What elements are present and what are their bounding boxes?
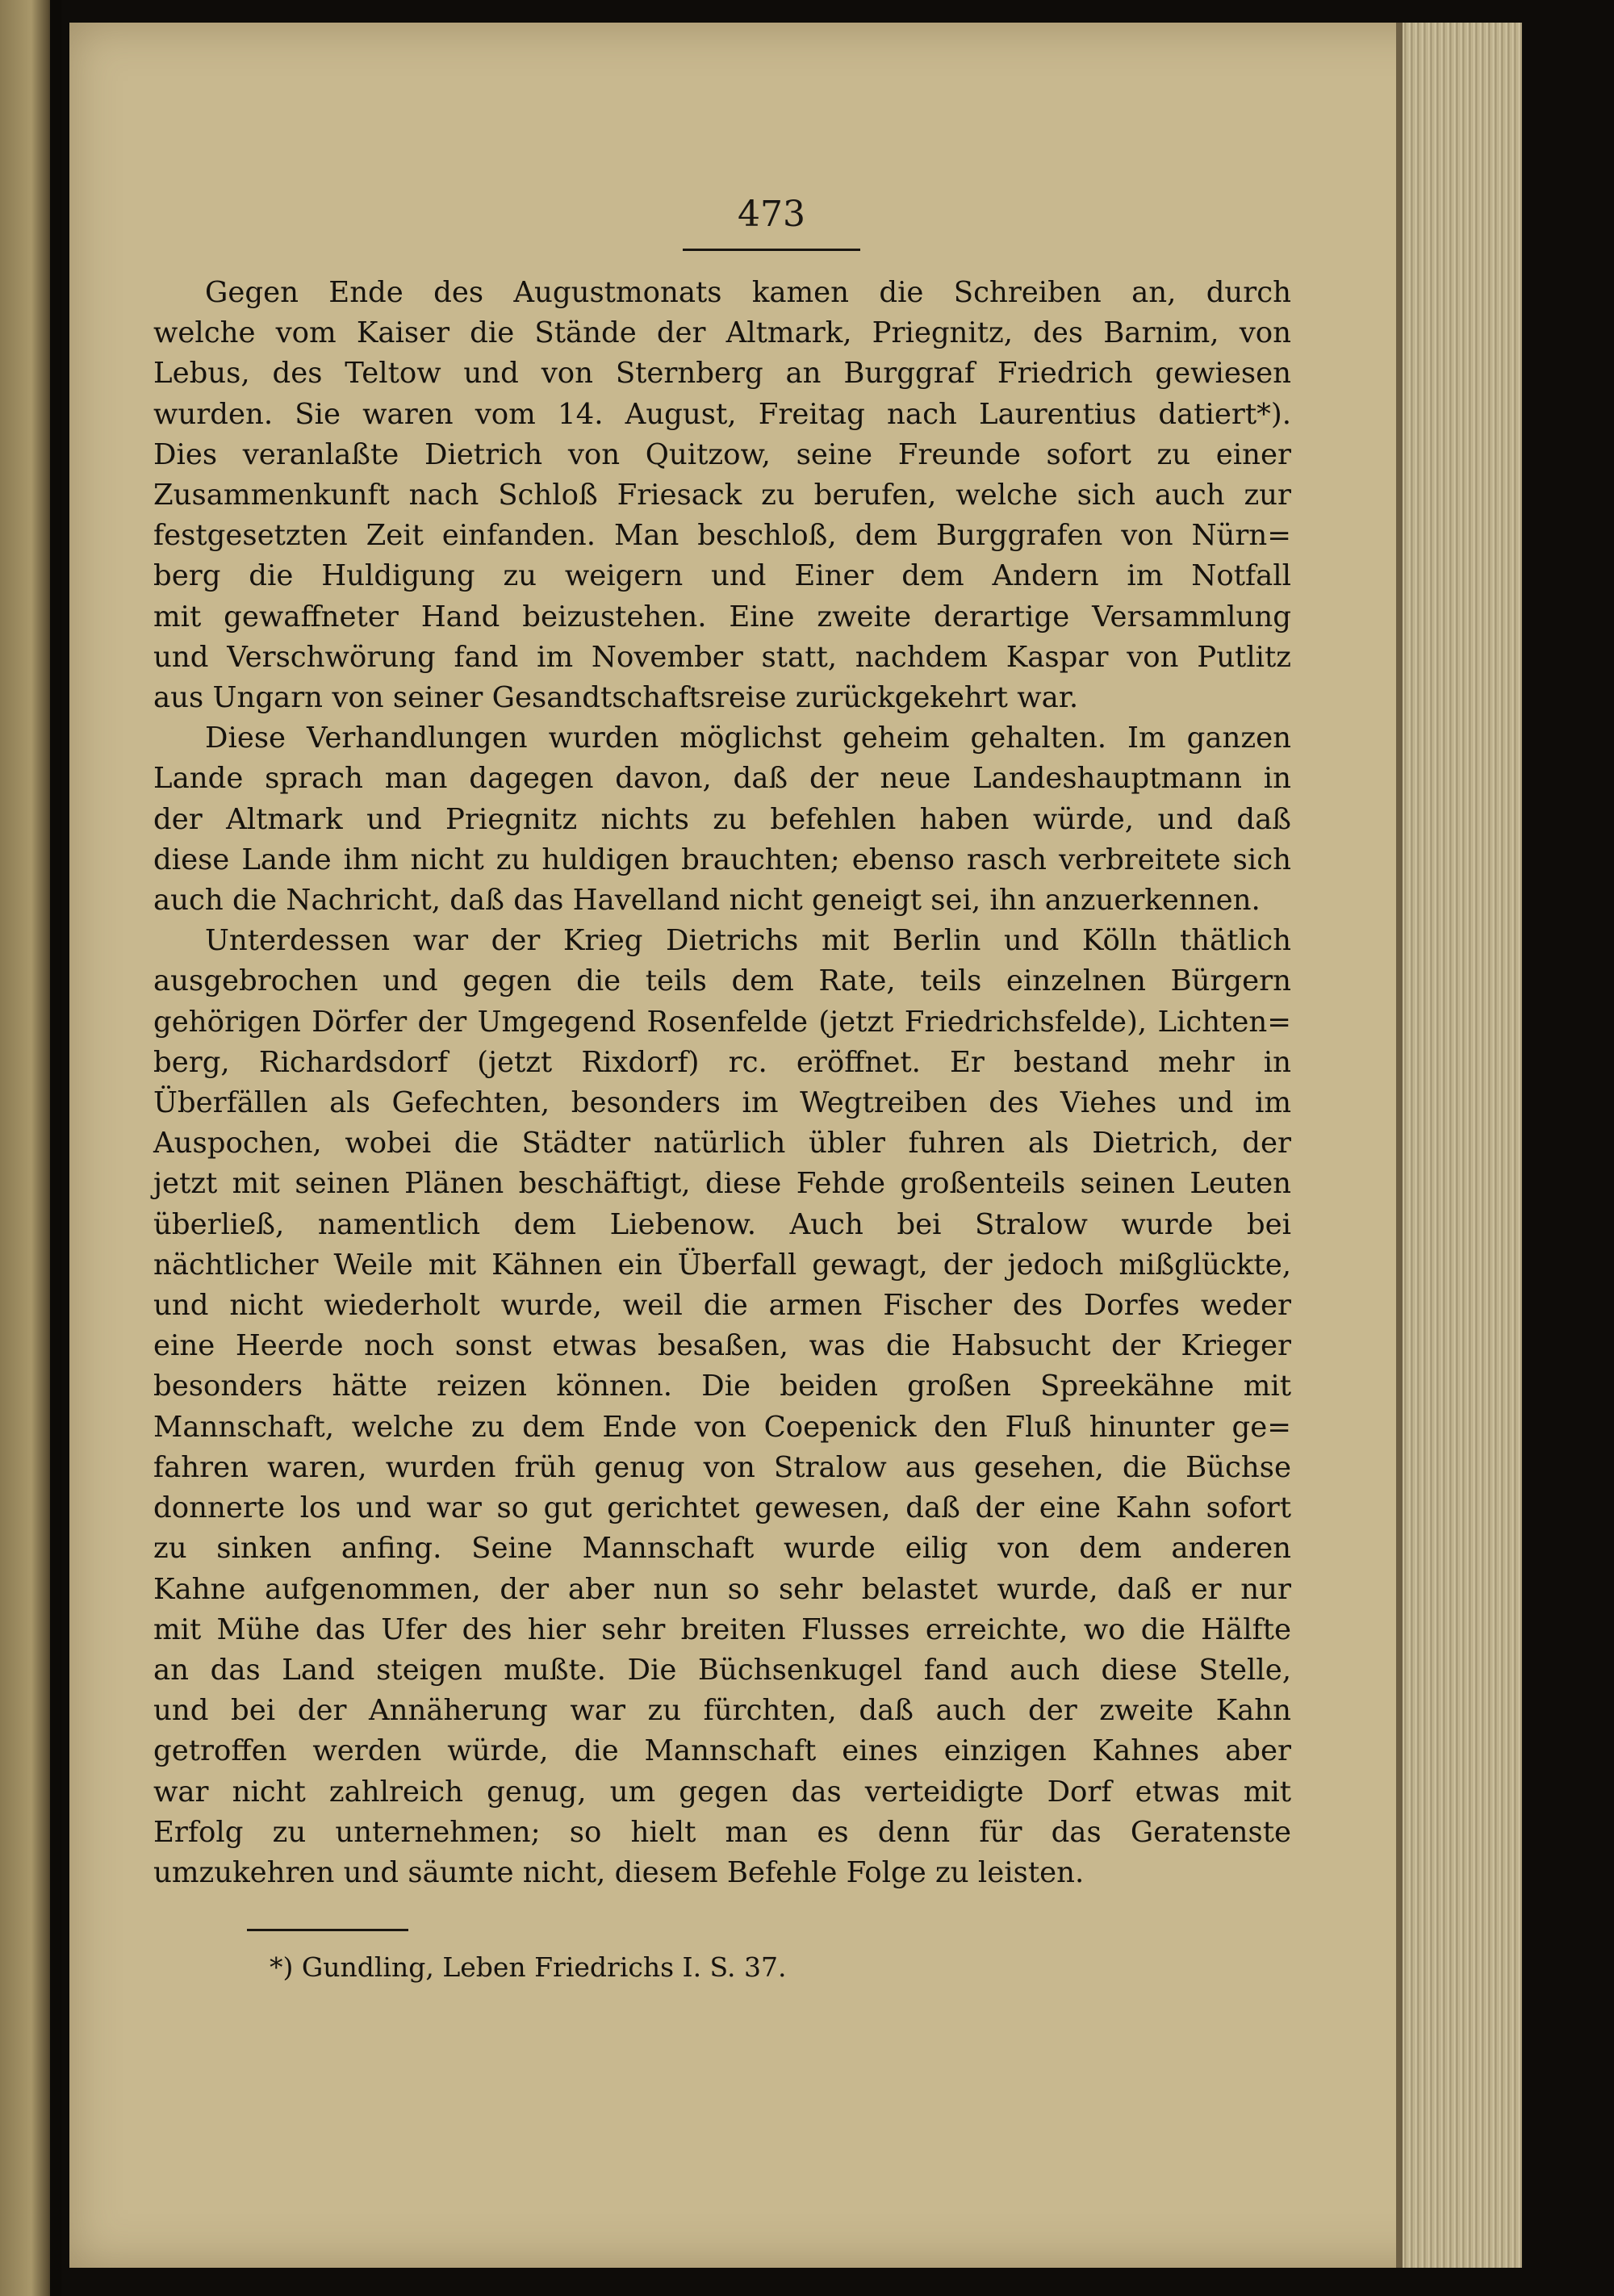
- text-line: überließ, namentlich dem Liebenow. Auch bei Stralow wurde bei: [153, 1207, 1291, 1241]
- text-line: Mannschaft, welche zu dem Ende von Coepenick den Fluß hinunter ge=: [153, 1410, 1291, 1444]
- text-line: auch die Nachricht, daß das Havelland nicht geneigt sei, ihn anzuerkennen.: [153, 884, 1261, 918]
- text-line: jetzt mit seinen Plänen beschäftigt, diese Fehde großenteils seinen Leuten: [153, 1167, 1291, 1201]
- footnote: *) Gundling, Leben Friedrichs I. S. 37.: [270, 1951, 787, 1983]
- text-line: eine Heerde noch sonst etwas besaßen, was die Habsucht der Krieger: [153, 1329, 1291, 1363]
- text-line: Kahne aufgenommen, der aber nun so sehr belastet wurde, daß er nur: [153, 1572, 1291, 1606]
- text-line: nächtlicher Weile mit Kähnen ein Überfall gewagt, der jedoch mißglückte,: [153, 1248, 1291, 1282]
- text-line: Unterdessen war der Krieg Dietrichs mit Berlin und Kölln thätlich: [205, 924, 1291, 958]
- text-line: Gegen Ende des Augustmonats kamen die Schreiben an, durch: [205, 276, 1291, 309]
- text-line: und nicht wiederholt wurde, weil die armen Fischer des Dorfes weder: [153, 1289, 1291, 1323]
- page-edges: [1401, 23, 1522, 2268]
- text-line: Lande sprach man dagegen davon, daß der neue Landeshauptmann in: [153, 762, 1291, 796]
- text-line: und bei der Annäherung war zu fürchten, daß auch der zweite Kahn: [153, 1694, 1291, 1728]
- text-line: ausgebrochen und gegen die teils dem Rate, teils einzelnen Bürgern: [153, 964, 1291, 998]
- text-line: Diese Verhandlungen wurden möglichst geheim gehalten. Im ganzen: [205, 721, 1291, 755]
- text-line: und Verschwörung fand im November statt, nachdem Kaspar von Putlitz: [153, 640, 1291, 674]
- text-line: Überfällen als Gefechten, besonders im Wegtreiben des Viehes und im: [153, 1086, 1291, 1120]
- left-page-edge: [0, 0, 56, 2296]
- text-line: Lebus, des Teltow und von Sternberg an Burggraf Friedrich gewiesen: [153, 357, 1291, 391]
- text-line: welche vom Kaiser die Stände der Altmark, Priegnitz, des Barnim, von: [153, 316, 1291, 350]
- text-line: war nicht zahlreich genug, um gegen das verteidigte Dorf etwas mit: [153, 1775, 1291, 1809]
- header-rule: [683, 249, 860, 251]
- text-line: zu sinken anfing. Seine Mannschaft wurde eilig von dem anderen: [153, 1532, 1291, 1566]
- text-line: wurden. Sie waren vom 14. August, Freitag nach Laurentius datiert*).: [153, 397, 1291, 431]
- book-page: [69, 23, 1522, 2268]
- text-line: gehörigen Dörfer der Umgegend Rosenfelde (jetzt Friedrichsfelde), Lichten=: [153, 1005, 1291, 1039]
- text-line: umzukehren und säumte nicht, diesem Befehle Folge zu leisten.: [153, 1855, 1085, 1889]
- text-line: berg, Richardsdorf (jetzt Rixdorf) rc. eröffnet. Er bestand mehr in: [153, 1045, 1291, 1079]
- text-line: Erfolg zu unternehmen; so hielt man es denn für das Geratenste: [153, 1815, 1291, 1849]
- text-line: mit Mühe das Ufer des hier sehr breiten Flusses erreichte, wo die Hälfte: [153, 1612, 1291, 1646]
- text-line: mit gewaffneter Hand beizustehen. Eine zweite derartige Versammlung: [153, 600, 1291, 634]
- page-number: 473: [738, 194, 805, 235]
- text-line: Auspochen, wobei die Städter natürlich übler fuhren als Dietrich, der: [153, 1127, 1291, 1161]
- text-line: getroffen werden würde, die Mannschaft eines einzigen Kahnes aber: [153, 1734, 1291, 1768]
- text-line: an das Land steigen mußte. Die Büchsenkugel fand auch diese Stelle,: [153, 1653, 1291, 1687]
- text-line: der Altmark und Priegnitz nichts zu befehlen haben würde, und daß: [153, 802, 1291, 836]
- text-line: aus Ungarn von seiner Gesandtschaftsreise zurückgekehrt war.: [153, 681, 1079, 715]
- text-line: berg die Huldigung zu weigern und Einer dem Andern im Notfall: [153, 559, 1291, 593]
- text-line: diese Lande ihm nicht zu huldigen brauchten; ebenso rasch verbreitete sich: [153, 843, 1291, 876]
- text-line: Zusammenkunft nach Schloß Friesack zu berufen, welche sich auch zur: [153, 479, 1291, 512]
- footnote-rule: [247, 1929, 408, 1931]
- text-line: donnerte los und war so gut gerichtet gewesen, daß der eine Kahn sofort: [153, 1491, 1291, 1525]
- text-line: Dies veranlaßte Dietrich von Quitzow, seine Freunde sofort zu einer: [153, 437, 1291, 471]
- text-line: fahren waren, wurden früh genug von Stralow aus gesehen, die Büchse: [153, 1450, 1291, 1484]
- text-line: besonders hätte reizen können. Die beiden großen Spreekähne mit: [153, 1370, 1291, 1403]
- text-line: festgesetzten Zeit einfanden. Man beschloß, dem Burggrafen von Nürn=: [153, 519, 1291, 553]
- body-text: [153, 273, 1291, 1893]
